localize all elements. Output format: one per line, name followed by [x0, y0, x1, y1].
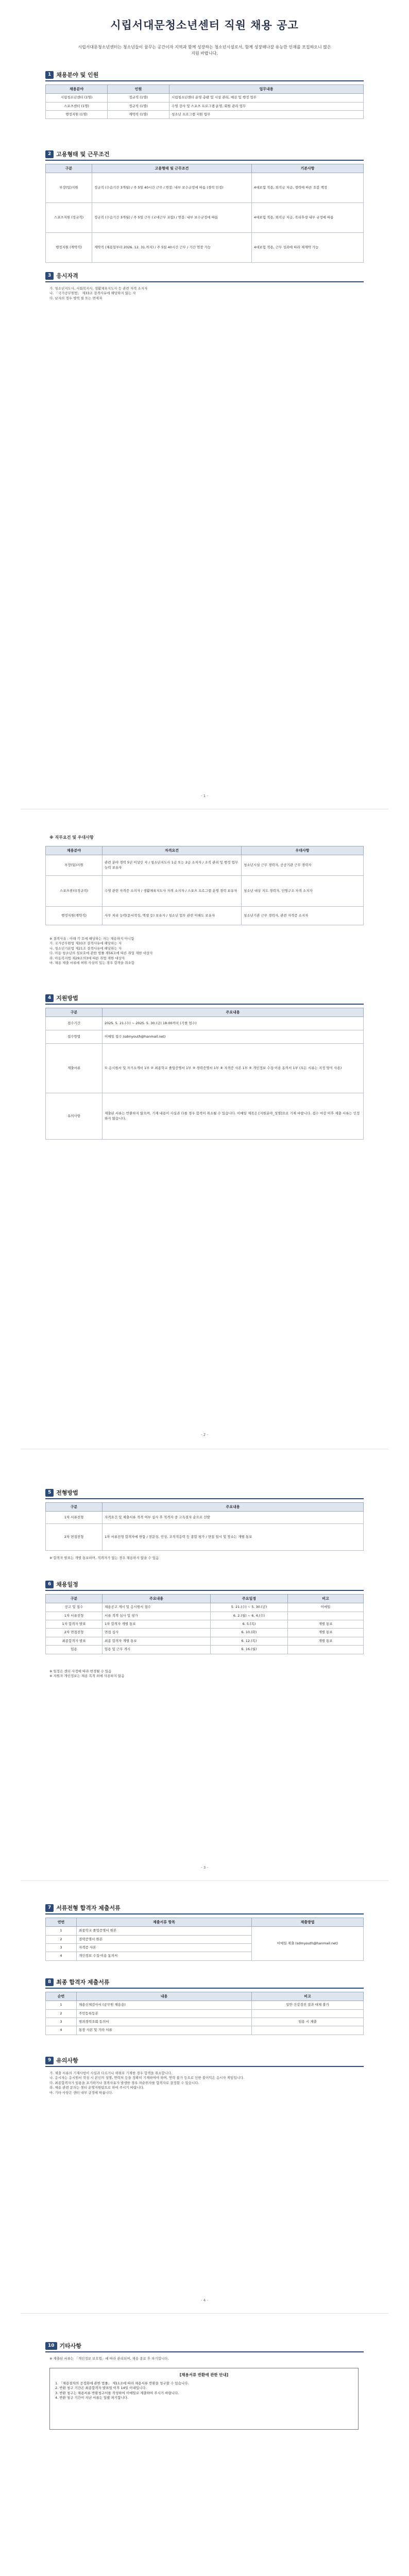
table-row: [46, 855, 364, 876]
list-item: 가. 제출 서류의 기재사항이 사실과 다르거나 허위로 기재한 경우 합격을 취소합니다.: [49, 2071, 173, 2075]
column-header: 구분: [46, 1008, 103, 1017]
document-submit-table: [45, 1918, 364, 1961]
section-1-heading: [45, 71, 98, 79]
box-line: 3. 반환 청구는 채용서류 반환청구서를 작성하여 이메일로 제출하여 주시기 바랍니다.: [55, 2391, 179, 2395]
table-cell: 2: [46, 2009, 77, 2018]
page-divider: [21, 1880, 388, 1881]
page-number: - 4 -: [201, 2298, 208, 2302]
section-number: 1: [45, 71, 54, 79]
table-row: [46, 233, 364, 263]
section-divider: [45, 1988, 364, 1989]
table-cell: 자격요건 및 제출서류 적격 여부 심사 후 적격자 중 고득점자 순으로 선발: [103, 1512, 364, 1524]
section-title: 고용형태 및 근무조건: [56, 151, 110, 158]
table-cell: 서류 적격 심사 및 평가: [103, 1612, 211, 1620]
table-cell: [288, 1612, 364, 1620]
section-divider: [45, 2351, 364, 2352]
table-cell: 2025. 5. 21.(수) ~ 2025. 5. 30.(금) 18:00까지 (기한 엄수): [103, 1017, 364, 1030]
section-7-heading: [45, 1904, 121, 1912]
note-line: 라. 아동복지법 제29조의3에 따른 취업 제한 대상자: [49, 956, 125, 960]
table-cell: 계약직 (1명): [108, 110, 169, 118]
table-cell: 행정지원 (1명): [46, 110, 108, 118]
section-title: 채용일정: [56, 1581, 78, 1588]
table-cell: 면접 심사: [103, 1629, 211, 1637]
list-item: 라. 채용 관련 문의는 센터 운영지원팀으로 하여 주시기 바랍니다.: [49, 2086, 144, 2090]
table-cell: 부장(팀)지원: [46, 855, 103, 876]
section-number: 10: [45, 2342, 57, 2350]
table-cell: 정규직 (1명): [108, 94, 169, 102]
section-title: 최종 합격자 제출서류: [56, 1979, 110, 1986]
subsection-title: ※ 직무요건 및 우대사항: [49, 835, 94, 840]
note-line: 가. 국가공무원법 제33조 결격사유에 해당하는 자: [49, 941, 122, 946]
box-title: [채용서류 반환에 관한 안내]: [179, 2372, 229, 2377]
note-line: ※ 일정은 센터 사정에 따라 변경될 수 있음: [49, 1669, 112, 1673]
page-divider: [21, 2313, 388, 2314]
table-cell: 3: [46, 1943, 77, 1952]
note-line: ※ 지원자 개인정보는 채용 목적 외에 사용하지 않음: [49, 1674, 125, 1679]
page-number: - 3 -: [201, 1866, 208, 1870]
table-cell: 개인정보 수집·이용 동의서: [77, 1952, 252, 1960]
table-row: [46, 94, 364, 102]
table-cell: 공고 및 접수: [46, 1603, 103, 1612]
table-row: [46, 907, 364, 925]
intro-text: 시립서대문청소년센터는 청소년들이 꿈꾸는 공간이자 지역과 함께 성장하는 청소년시설로서, 함께 성장해나갈 유능한 인재를 모집하오니 많은 지원 바랍니다.: [78, 45, 331, 56]
table-cell: 스포츠지원 (정규직): [46, 203, 92, 233]
table-cell: 6. 16.(월): [211, 1646, 288, 1654]
table-cell: 1차 서류전형: [46, 1612, 103, 1620]
table-row: [46, 1093, 364, 1140]
misc-lead: ※ 제출된 서류는 「개인정보 보호법」에 따라 관리되며, 채용 종료 후 파기합니다.: [49, 2357, 169, 2361]
table-cell: 임용: [46, 1646, 103, 1654]
table-cell: 1: [46, 1927, 77, 1935]
section-number: 2: [45, 150, 54, 158]
table-cell: 이메일 접수 (sdmyouth@hanmail.net): [103, 1030, 364, 1044]
table-row: [46, 1637, 364, 1645]
table-cell: 이메일 제출 (sdmyouth@hanmail.net): [252, 1927, 364, 1961]
application-table: [45, 1008, 364, 1140]
section-8-heading: [45, 1978, 110, 1987]
section-number: 7: [45, 1904, 54, 1912]
section-title: 기타사항: [59, 2343, 82, 2349]
column-header: 주요일정: [211, 1595, 288, 1603]
section-title: 서류전형 합격자 제출서류: [56, 1905, 121, 1911]
column-header: 제출서류 항목: [77, 1918, 252, 1927]
column-header: 구분: [46, 164, 92, 173]
table-cell: 사무 처리 능력(문서작성, 엑셀 등) 보유자 / 청소년 업무 관련 이해도 보유자: [103, 907, 242, 925]
section-title: 응시자격: [56, 273, 78, 279]
table-cell: 최종학교 졸업증명서 원본: [77, 1927, 252, 1935]
table-cell: 3: [46, 2018, 77, 2026]
table-cell: 2차 면접전형: [46, 1524, 103, 1551]
table-cell: 개별 통보: [288, 1629, 364, 1637]
table-cell: 일반 건강검진 결과 대체 불가: [252, 2001, 364, 2009]
box-line: 2. 반환 청구 기간은 최종합격자 발표일 이후 14일 이내입니다.: [55, 2386, 147, 2391]
table-row: [46, 102, 364, 110]
table-cell: 계약직 (채용일부터 2026. 12. 31.까지) / 주 5일 40시간 근무 / 기간 연장 가능: [92, 233, 252, 263]
qualification-list: [49, 286, 359, 301]
section-number: 6: [45, 1581, 54, 1588]
column-header: 인원: [108, 85, 169, 94]
section-divider: [45, 80, 364, 81]
table-cell: 정규직 (1명): [108, 102, 169, 110]
table-row: [46, 1017, 364, 1030]
table-cell: 최종 합격자 개별 통보: [103, 1637, 211, 1645]
schedule-table: [45, 1594, 364, 1654]
table-cell: 6. 10.(화): [211, 1629, 288, 1637]
table-row: [46, 2009, 364, 2018]
table-cell: 수영 관련 자격증 소지자 / 생활체육지도사 자격 소지자 / 스포츠 프로그램 운영 경력 보유자: [103, 876, 242, 907]
column-header: 비고: [252, 1992, 364, 2001]
table-cell: 6. 5.(목): [211, 1620, 288, 1628]
table-row: [46, 1620, 364, 1628]
column-header: 채용분야: [46, 85, 108, 94]
section-4-heading: [45, 994, 78, 1003]
table-cell: 제출서류: [46, 1044, 103, 1093]
table-cell: 채용공고 게시 및 응시원서 접수: [103, 1603, 211, 1612]
caution-list: [49, 2071, 359, 2095]
table-cell: 시립청소년센터 (1명): [46, 94, 108, 102]
table-cell: 범죄경력조회 동의서: [77, 2018, 252, 2026]
table-cell: 청소년시설 근무 경력자, 공공기관 근무 경력자: [242, 855, 364, 876]
section-number: 5: [45, 1489, 54, 1497]
table-cell: 최종합격자 발표: [46, 1637, 103, 1645]
table-row: [46, 110, 364, 118]
table-cell: 채용신체검사서 (공무원 채용용): [77, 2001, 252, 2009]
table-cell: 부장(팀)지원: [46, 173, 92, 203]
section-6-heading: [45, 1581, 78, 1589]
list-item: 나. 응시자는 응시원서 작성 시 본인의 성명, 연락처 등을 정확히 기재하여야 하며, 연락 불가 등으로 인한 불이익은 응시자 책임입니다.: [49, 2076, 245, 2080]
final-document-table: [45, 1992, 364, 2035]
section-divider: [45, 1498, 364, 1499]
column-header: 제출방법: [252, 1918, 364, 1927]
requirements-table: [45, 846, 364, 925]
table-row: [46, 1524, 364, 1551]
column-header: 자격요건: [103, 846, 242, 855]
schedule-notes: [49, 1669, 359, 1679]
note-line: 다. 아동·청소년의 성보호에 관한 법률 제56조에 따른 취업 제한 대상자: [49, 951, 153, 956]
column-header: 우대사항: [242, 846, 364, 855]
table-row: [46, 2001, 364, 2009]
section-9-heading: [45, 2057, 78, 2065]
column-header: 구분: [46, 1595, 103, 1603]
section-title: 유의사항: [56, 2057, 78, 2064]
column-header: 채용분야: [46, 846, 103, 855]
table-cell: 임용 시 제출: [252, 2018, 364, 2026]
table-cell: [252, 2009, 364, 2018]
column-header: 주요내용: [103, 1008, 364, 1017]
table-cell: 1차 서류전형 합격자에 한함 / 전문성, 인성, 조직적응력 등 종합 평가 / 면접 일시 및 장소는 개별 통보: [103, 1524, 364, 1551]
disqualification-notes: [49, 937, 359, 966]
table-cell: 1차 합격자 개별 통보: [103, 1620, 211, 1628]
column-header: 비고: [288, 1595, 364, 1603]
table-row: [46, 1030, 364, 1044]
table-cell: 시립청소년센터 운영 총괄 및 시설 관리, 예산 및 행정 업무: [169, 94, 364, 102]
table-cell: 제출된 서류는 반환하지 않으며, 기재 내용이 사실과 다를 경우 합격이 취소될 수 있습니다. 이메일 제목은 [지원분야_성명]으로 기재 바랍니다. 접수 마감 이후 제출 서류는 인정하지 않습니다.: [103, 1093, 364, 1140]
page-title: 시립서대문청소년센터 직원 채용 공고: [110, 19, 299, 31]
table-cell: 4: [46, 2026, 77, 2035]
page-number: - 1 -: [201, 794, 208, 798]
table-cell: 청소년기관 근무 경력자, 관련 자격증 소지자: [242, 907, 364, 925]
table-row: [46, 173, 364, 203]
table-cell: 2차 면접전형: [46, 1629, 103, 1637]
table-cell: 행정지원 (계약직): [46, 233, 92, 263]
column-header: 주요내용: [103, 1595, 211, 1603]
column-header: 고용형태 및 근무조건: [92, 164, 252, 173]
section-title: 지원방법: [56, 995, 78, 1002]
section-divider: [45, 281, 364, 282]
table-cell: 6. 12.(목): [211, 1637, 288, 1645]
table-cell: 자격증 사본: [77, 1943, 252, 1952]
column-header: 기본사항: [252, 164, 364, 173]
list-item: 나. 「국가공무원법」 제33조 결격사유에 해당하지 않는 자: [49, 291, 136, 296]
table-row: [46, 2026, 364, 2035]
table-cell: 2: [46, 1935, 77, 1943]
table-cell: 4: [46, 1952, 77, 1960]
table-row: [46, 1646, 364, 1654]
table-row: [46, 1603, 364, 1612]
section-title: 채용분야 및 인원: [56, 72, 99, 78]
table-row: [46, 1612, 364, 1620]
column-header: 내용: [77, 1992, 252, 2001]
column-header: 주요내용: [103, 1503, 364, 1512]
section-divider: [45, 1913, 364, 1914]
screening-note: ※ 합격자 발표는 개별 통보하며, 적격자가 없는 경우 채용하지 않을 수 있음: [49, 1556, 159, 1560]
table-row: [46, 1629, 364, 1637]
table-cell: [288, 1646, 364, 1654]
section-2-heading: [45, 150, 110, 159]
section-divider: [45, 1590, 364, 1591]
note-line: 마. 채용 제출 서류에 허위 사실이 있는 경우 합격을 취소함: [49, 961, 135, 965]
table-cell: 행정지원(계약직): [46, 907, 103, 925]
table-cell: ① 응시원서 및 자기소개서 1부 ② 최종학교 졸업증명서 1부 ③ 경력증명서 1부 ④ 자격증 사본 1부 ⑤ 개인정보 수집·이용 동의서 1부 (모든 서류는 지정 양식 사용): [103, 1044, 364, 1093]
table-cell: 접수기간: [46, 1017, 103, 1030]
section-10-heading: [45, 2342, 81, 2350]
list-item: 다. 남자의 경우 병역 필 또는 면제자: [49, 296, 103, 300]
table-row: [46, 876, 364, 907]
table-cell: 5. 21.(수) ~ 5. 30.(금): [211, 1603, 288, 1612]
list-item: 가. 청소년지도사, 사회복지사, 생활체육지도사 등 관련 자격 소지자: [49, 286, 148, 291]
table-cell: 수영 강사 및 스포츠 프로그램 운영, 회원 관리 업무: [169, 102, 364, 110]
column-header: 연번: [46, 1918, 77, 1927]
table-cell: 6. 2.(월) ~ 6. 4.(수): [211, 1612, 288, 1620]
section-divider: [45, 160, 364, 161]
table-cell: 이메일: [288, 1603, 364, 1612]
section-number: 4: [45, 994, 54, 1002]
note-line: ※ 결격사유 : 아래 각 호에 해당하는 자는 채용하지 아니함: [49, 937, 134, 941]
table-cell: 1차 서류전형: [46, 1512, 103, 1524]
note-line: 나. 청소년기본법 제21조 결격사유에 해당하는 자: [49, 946, 122, 951]
table-cell: 1: [46, 2001, 77, 2009]
table-cell: 통장 사본 및 기타 서류: [77, 2026, 252, 2035]
table-row: [46, 203, 364, 233]
section-number: 3: [45, 272, 54, 280]
list-item: 마. 기타 사항은 센터 내부 규정에 따릅니다.: [49, 2090, 113, 2095]
column-header: 구분: [46, 1503, 103, 1512]
table-row: [46, 1927, 364, 1935]
table-row: [46, 2018, 364, 2026]
table-cell: 임용 및 근무 개시: [103, 1646, 211, 1654]
table-cell: 개별 통보: [288, 1620, 364, 1628]
table-cell: 접수방법: [46, 1030, 103, 1044]
table-cell: 주민등록등본: [77, 2009, 252, 2018]
table-cell: 4대보험 적용, 퇴직금 지급, 경력에 따른 호봉 책정: [252, 173, 364, 203]
section-number: 9: [45, 2057, 54, 2064]
table-cell: 경력증명서 원본: [77, 1935, 252, 1943]
page-number: - 2 -: [201, 1433, 208, 1437]
box-line: 4. 반환 청구 기간이 지난 서류는 일괄 파기합니다.: [55, 2396, 129, 2400]
table-cell: 4대보험 적용, 근무 성과에 따라 재계약 가능: [252, 233, 364, 263]
table-cell: 정규직 (수습기간 3개월) / 주 5일 40시간 근무 / 연봉: 내부 보수규정에 따름 (경력 인정): [92, 173, 252, 203]
table-cell: 관련 분야 경력 5년 이상인 자 / 청소년지도사 1급 또는 2급 소지자 / 조직 관리 및 행정 업무 능력 보유자: [103, 855, 242, 876]
table-cell: 개별 통보: [288, 1637, 364, 1645]
section-3-heading: [45, 272, 78, 280]
table-cell: 청소년 프로그램 지원 업무: [169, 110, 364, 118]
recruit-field-table: [45, 84, 364, 119]
return-notice-box: [49, 2368, 359, 2430]
table-cell: 1차 합격자 발표: [46, 1620, 103, 1628]
column-header: 순번: [46, 1992, 77, 2001]
column-header: 업무내용: [169, 85, 364, 94]
section-number: 8: [45, 1978, 54, 1986]
section-5-heading: [45, 1489, 78, 1497]
box-line: 1. 「채용절차의 공정화에 관한 법률」 제11조에 따라 채용서류 반환을 청구할 수 있습니다.: [55, 2381, 189, 2385]
table-cell: [252, 2026, 364, 2035]
section-title: 전형방법: [56, 1489, 78, 1496]
table-cell: 유의사항: [46, 1093, 103, 1140]
table-row: [46, 1512, 364, 1524]
section-divider: [45, 2066, 364, 2067]
table-cell: 스포츠센터 (1명): [46, 102, 108, 110]
list-item: 다. 최종합격자가 임용을 포기하거나 결격사유가 발생한 경우 차순위자를 합격자로 결정할 수 있습니다.: [49, 2080, 199, 2085]
section-divider: [45, 1004, 364, 1005]
table-cell: 4대보험 적용, 퇴직금 지급, 복리후생 내부 규정에 따름: [252, 203, 364, 233]
employment-table: [45, 164, 364, 263]
table-cell: 스포츠센터(정규직): [46, 876, 103, 907]
table-cell: 정규직 (수습기간 3개월) / 주 5일 근무 (교대근무 포함) / 연봉: 내부 보수규정에 따름: [92, 203, 252, 233]
table-cell: 청소년 대상 지도 경력자, 인명구조 자격 소지자: [242, 876, 364, 907]
table-row: [46, 1044, 364, 1093]
screening-table: [45, 1502, 364, 1551]
